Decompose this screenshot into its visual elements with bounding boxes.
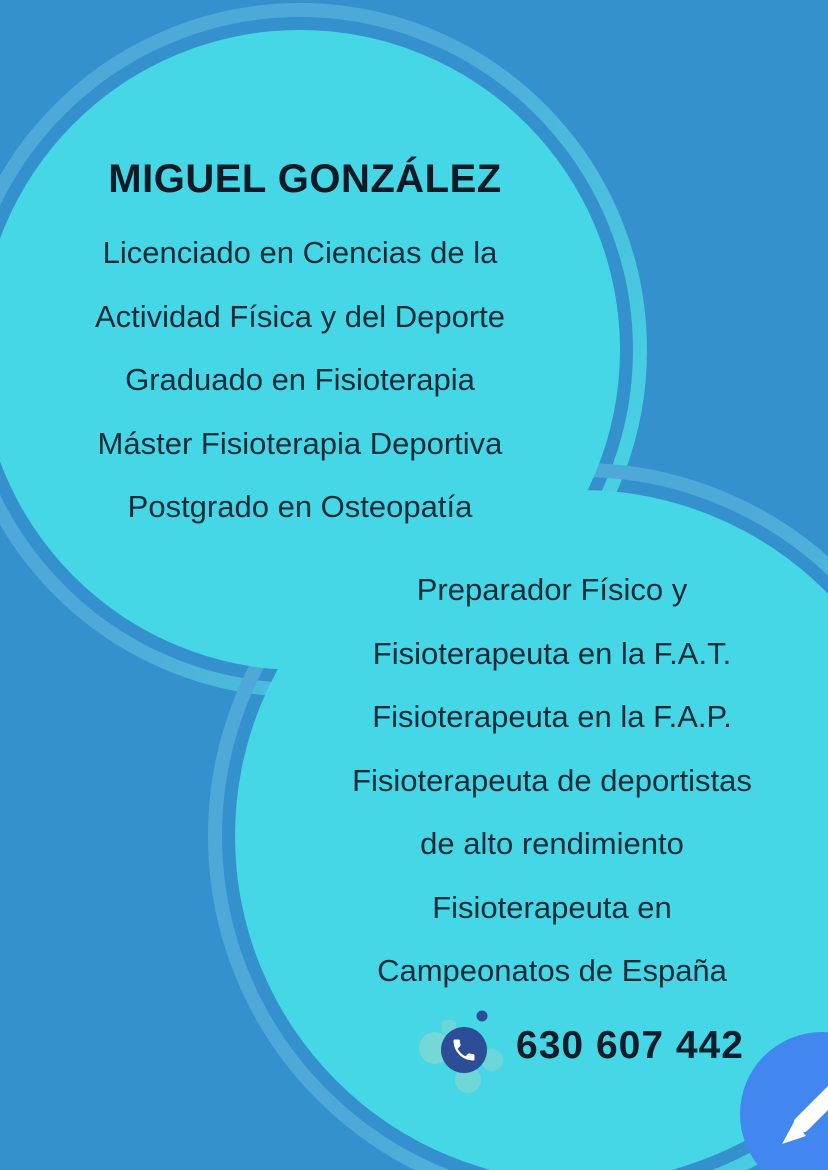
top-credentials-block: [0, 221, 600, 539]
credential-line: Postgrado en Osteopatía: [127, 489, 473, 524]
bottom-credentials-block: [252, 558, 828, 1003]
pencil-icon: [740, 1032, 828, 1170]
credential-line: Fisioterapeuta de deportistas: [352, 762, 752, 798]
credential-line: Máster Fisioterapia Deportiva: [97, 425, 503, 461]
credential-line: de alto rendimiento: [420, 826, 684, 861]
decor-dot: [477, 1011, 488, 1022]
credential-line: Actividad Física y del Deporte: [94, 298, 506, 334]
credential-line: Fisioterapeuta en la F.A.T.: [372, 635, 732, 671]
name-title: MIGUEL GONZÁLEZ: [108, 157, 502, 201]
credential-line: Preparador Físico y: [416, 572, 688, 607]
credential-line: Fisioterapeuta en la F.A.P.: [372, 699, 732, 734]
phone-number: 630 607 442: [516, 1024, 744, 1067]
credential-line: Campeonatos de España: [377, 953, 727, 988]
credential-line: Fisioterapeuta en: [432, 889, 672, 925]
credential-line: Graduado en Fisioterapia: [125, 362, 475, 397]
edit-fab-button[interactable]: [740, 1032, 828, 1170]
credential-line: Licenciado en Ciencias de la: [102, 235, 498, 270]
